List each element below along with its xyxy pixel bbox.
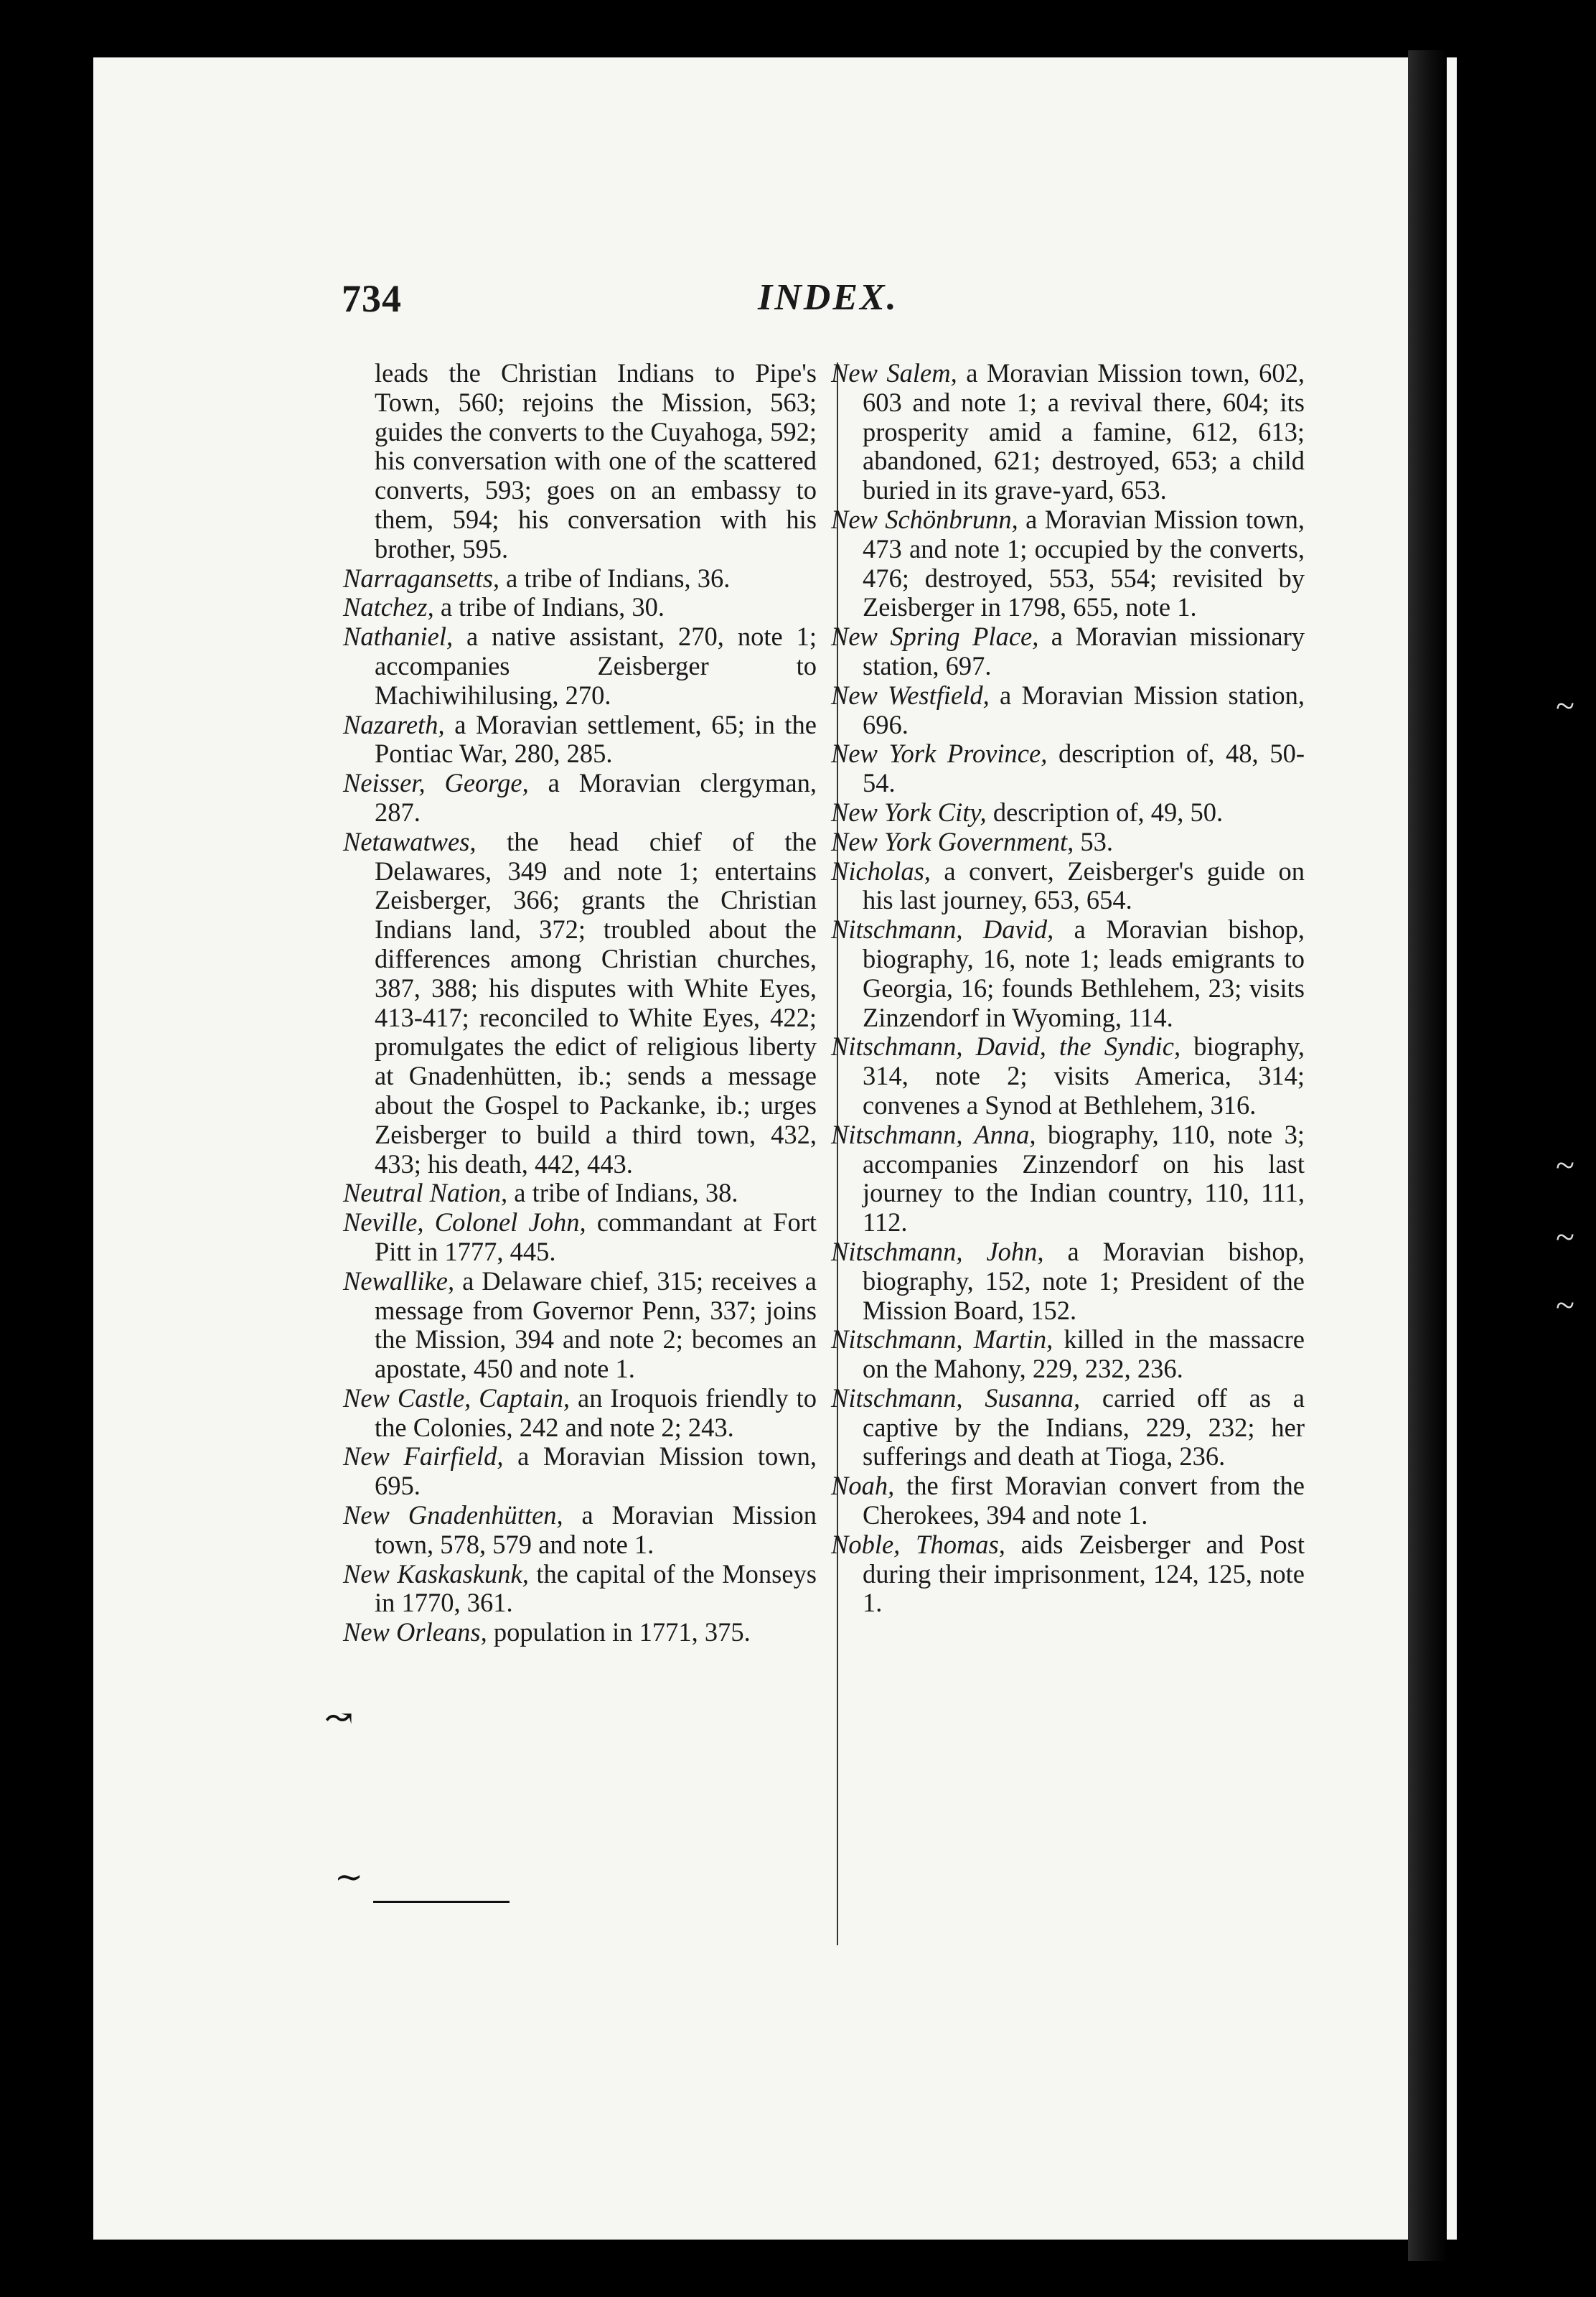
index-entry (831, 1238, 1305, 1325)
index-entry (831, 1121, 1305, 1238)
index-entry-text: the first Moravian convert from the Cherokees, 394 and note 1. (863, 1471, 1305, 1530)
index-entry-heading: Nazareth, (343, 709, 445, 739)
handwritten-underline (373, 1901, 510, 1903)
index-entry-heading: New Orleans, (343, 1617, 487, 1647)
index-entry-text: 53. (1074, 826, 1114, 856)
index-entry-heading: New Gnadenhütten, (343, 1500, 563, 1530)
handwritten-margin-tick: ~ (1556, 1218, 1574, 1256)
index-entry-heading: New Schönbrunn, (831, 504, 1018, 534)
index-entry (343, 769, 817, 828)
index-entry-heading: New Spring Place, (831, 622, 1039, 652)
index-entry (343, 711, 817, 769)
index-entry (343, 828, 817, 1179)
index-entry-text: a Moravian missionary station, 697. (863, 622, 1305, 680)
index-entry-heading: Neisser, George, (343, 768, 529, 798)
index-entry-text: an Iroquois friendly to the Colonies, 242 and note 2; 243. (375, 1383, 817, 1442)
index-entry (831, 828, 1305, 857)
index-entry (831, 505, 1305, 622)
index-entry-text: a convert, Zeisberger's guide on his last journey, 653, 654. (863, 856, 1305, 915)
index-entry-text: carried off as a captive by the Indians, 229, 232; her sufferings and death at Tioga, 236. (863, 1383, 1305, 1472)
index-entry-heading: New Westfield, (831, 680, 990, 710)
index-entry-heading: Nitschmann, John, (831, 1236, 1044, 1266)
index-entry (343, 1442, 817, 1501)
index-entry (343, 1384, 817, 1443)
index-entry-heading: New York Province, (831, 739, 1048, 769)
handwritten-swash-mark: ∼ (334, 1858, 364, 1896)
index-entry-heading: New Fairfield, (343, 1441, 504, 1472)
index-entry-text: a Delaware chief, 315; receives a message from Governor Penn, 337; joins the Mission, 394 and note 2; becomes an apostate, 450 and note 1. (375, 1266, 817, 1384)
handwritten-margin-tick: ~ (1556, 1146, 1574, 1184)
index-entry-heading: New Salem, (831, 358, 957, 388)
index-entry (343, 1179, 817, 1208)
index-entry-text: killed in the massacre on the Mahony, 229, 232, 236. (863, 1324, 1305, 1384)
index-entry (343, 1560, 817, 1619)
index-entry-heading: New Castle, Captain, (343, 1383, 571, 1413)
index-entry-text: a Moravian Mission town, 473 and note 1; occupied by the converts, 476; destroyed, 553, 554; revisited by Zeisberger in 1798, 655, note 1. (863, 504, 1305, 622)
index-entry-text: a native assistant, 270, note 1; accompanies Zeisberger to Machiwihilusing, 270. (375, 622, 817, 710)
index-entry-heading: Newallike, (343, 1266, 455, 1296)
index-entry-text: leads the Christian Indians to Pipe's Town, 560; rejoins the Mission, 563; guides the converts to the Cuyahoga, 592; his conversation with one of the scattered converts, 593; goes on an embassy to them, 594; his conversation with his brother, 595. (375, 358, 817, 563)
index-entry-text: a Moravian Mission town, 602, 603 and note 1; a revival there, 604; its prosperity amid a famine, 612, 613; abandoned, 621; destroyed, 653; a child buried in its grave-yard, 653. (863, 358, 1305, 505)
index-entry-heading: Nitschmann, Susanna, (831, 1383, 1081, 1413)
index-entry-text: biography, 110, note 3; accompanies Zinzendorf on his last journey to the Indian country, 110, 111, 112. (863, 1119, 1305, 1238)
index-entry (343, 1501, 817, 1560)
index-entry (831, 1530, 1305, 1618)
index-entry (831, 681, 1305, 740)
index-entry-text: a Moravian Mission town, 695. (375, 1441, 817, 1501)
page-number: 734 (342, 277, 402, 320)
index-entry (831, 1032, 1305, 1120)
index-entry-heading: Narragansetts, (343, 563, 500, 593)
index-entry-text: commandant at Fort Pitt in 1777, 445. (375, 1207, 817, 1266)
index-entry (831, 798, 1305, 828)
index-entry-text: a tribe of Indians, 30. (433, 592, 665, 622)
index-entry-heading: Nitschmann, Martin, (831, 1324, 1053, 1355)
index-entry-text: a tribe of Indians, 36. (499, 563, 731, 593)
page-gutter-shadow (1408, 50, 1447, 2261)
index-entry-heading: Neville, Colonel John, (343, 1207, 586, 1238)
index-column-right (831, 359, 1305, 1618)
index-entry-heading: Nitschmann, Anna, (831, 1119, 1036, 1149)
index-entry-heading: Nathaniel, (343, 622, 454, 652)
index-entry-text: a tribe of Indians, 38. (507, 1178, 738, 1208)
index-column-left (343, 359, 817, 1647)
index-entry-text: a Moravian bishop, biography, 152, note 1; President of the Mission Board, 152. (863, 1236, 1305, 1325)
index-entry (831, 359, 1305, 505)
index-entry (343, 622, 817, 710)
index-entry (831, 857, 1305, 916)
index-entry (343, 1208, 817, 1267)
index-entry-heading: Neutral Nation, (343, 1178, 508, 1208)
page-header (342, 276, 898, 327)
index-entry-text: description of, 48, 50-54. (863, 739, 1305, 798)
index-entry (343, 1267, 817, 1384)
index-entry (343, 359, 817, 564)
handwritten-margin-tick: ~ (1556, 1286, 1574, 1324)
index-entry-text: a Moravian Mission station, 696. (863, 680, 1305, 739)
index-entry-text: description of, 49, 50. (986, 797, 1224, 827)
index-entry-text: the head chief of the Delawares, 349 and note 1; entertains Zeisberger, 366; grants the Christian Indians land, 372; troubled about the differences among Christian churches, 387, 388; his disputes with White Eyes, 413-417; reconciled to White Eyes, 422; promulgates the edict of religious liberty at Gnadenhütten, ib.; sends a message about the Gospel to Packanke, ib.; urges Zeisberger to build a third town, 432, 433; his death, 442, 443. (375, 826, 817, 1179)
handwritten-margin-tick: ~ (1556, 687, 1574, 725)
index-entry-text: aids Zeisberger and Post during their imprisonment, 124, 125, note 1. (863, 1529, 1305, 1618)
index-entry-heading: Nitschmann, David, the Syndic, (831, 1031, 1181, 1062)
index-entry (831, 622, 1305, 681)
index-entry (343, 1618, 817, 1647)
index-entry-text: a Moravian clergyman, 287. (375, 768, 817, 827)
index-entry-heading: Noah, (831, 1471, 895, 1501)
index-entry-heading: New York Government, (831, 826, 1074, 856)
index-entry (831, 1472, 1305, 1530)
index-entry-heading: Nitschmann, David, (831, 914, 1054, 945)
index-entry-heading: Nicholas, (831, 856, 931, 886)
index-entry (831, 1384, 1305, 1472)
index-entry-text: a Moravian Mission town, 578, 579 and note 1. (375, 1500, 817, 1559)
index-entry (831, 1325, 1305, 1384)
index-entry-heading: Netawatwes, (343, 826, 477, 856)
index-entry-text: a Moravian bishop, biography, 16, note 1; leads emigrants to Georgia, 16; founds Bethlehem, 23; visits Zinzendorf in Wyoming, 114. (863, 914, 1305, 1032)
index-entry-heading: Noble, Thomas, (831, 1529, 1005, 1559)
index-entry-heading: Natchez, (343, 592, 434, 622)
index-entry (831, 915, 1305, 1032)
index-entry-text: the capital of the Monseys in 1770, 361. (375, 1558, 817, 1618)
handwritten-tick-mark: ↝ (324, 1699, 354, 1737)
index-entry-heading: New York City, (831, 797, 987, 827)
index-entry (831, 739, 1305, 798)
index-entry-text: population in 1771, 375. (487, 1617, 751, 1647)
index-entry (343, 593, 817, 622)
index-entry (343, 564, 817, 594)
index-entry-text: a Moravian settlement, 65; in the Pontiac War, 280, 285. (375, 709, 817, 769)
running-head: INDEX. (758, 277, 898, 318)
index-entry-text: biography, 314, note 2; visits America, 314; convenes a Synod at Bethlehem, 316. (863, 1031, 1305, 1120)
index-entry-heading: New Kaskaskunk, (343, 1558, 529, 1589)
